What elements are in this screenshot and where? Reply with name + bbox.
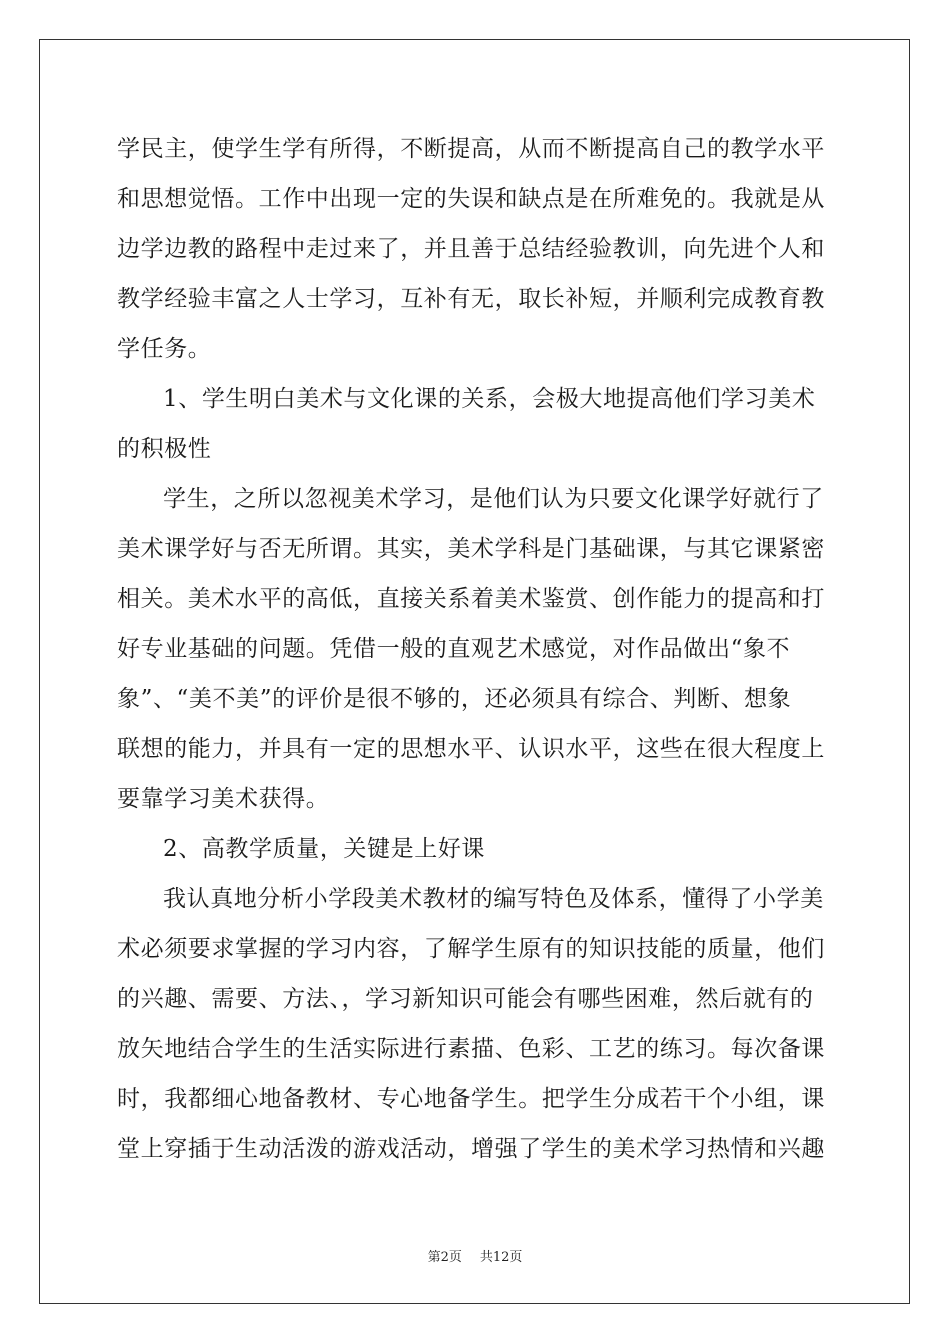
section-heading-1: 1、学生明白美术与文化课的关系，会极大地提高他们学习美术: [163, 386, 816, 412]
text-line: 时，我都细心地备教材、专心地备学生。把学生分成若干个小组，课: [117, 1086, 825, 1112]
page-number: 第2页: [427, 1250, 462, 1265]
section-heading-1-cont: 的积极性: [117, 436, 212, 462]
paragraph-start: 学生，之所以忽视美术学习，是他们认为只要文化课学好就行了: [163, 486, 824, 512]
text-line: 放矢地结合学生的生活实际进行素描、色彩、工艺的练习。每次备课: [117, 1036, 825, 1062]
text-line: 边学边教的路程中走过来了，并且善于总结经验教训，向先进个人和: [117, 236, 825, 262]
text-line: 象”、“美不美”的评价是很不够的，还必须具有综合、判断、想象: [117, 686, 792, 712]
text-line: 相关。美术水平的高低，直接关系着美术鉴赏、创作能力的提高和打: [117, 586, 825, 612]
page-total: 共12页: [479, 1250, 523, 1265]
section-heading-2: 2、高教学质量，关键是上好课: [163, 836, 486, 862]
document-body: [117, 124, 835, 1174]
text-line: 联想的能力，并具有一定的思想水平、认识水平，这些在很大程度上: [117, 736, 825, 762]
page-footer: [0, 1246, 950, 1265]
text-line: 美术课学好与否无所谓。其实，美术学科是门基础课，与其它课紧密: [117, 536, 825, 562]
text-line: 的兴趣、需要、方法、，学习新知识可能会有哪些困难，然后就有的: [117, 986, 814, 1012]
text-line: 术必须要求掌握的学习内容，了解学生原有的知识技能的质量，他们: [117, 936, 825, 962]
text-line: 学民主，使学生学有所得，不断提高，从而不断提高自己的教学水平: [117, 136, 825, 162]
paragraph-start: 我认真地分析小学段美术教材的编写特色及体系，懂得了小学美: [163, 886, 824, 912]
text-line: 学任务。: [117, 336, 212, 362]
text-line: 好专业基础的问题。凭借一般的直观艺术感觉，对作品做出“象不: [117, 636, 791, 662]
text-line: 教学经验丰富之人士学习，互补有无，取长补短，并顺利完成教育教: [117, 286, 825, 312]
text-line: 要靠学习美术获得。: [117, 786, 330, 812]
text-line: 堂上穿插于生动活泼的游戏活动，增强了学生的美术学习热情和兴趣: [117, 1136, 825, 1162]
text-line: 和思想觉悟。工作中出现一定的失误和缺点是在所难免的。我就是从: [117, 186, 825, 212]
